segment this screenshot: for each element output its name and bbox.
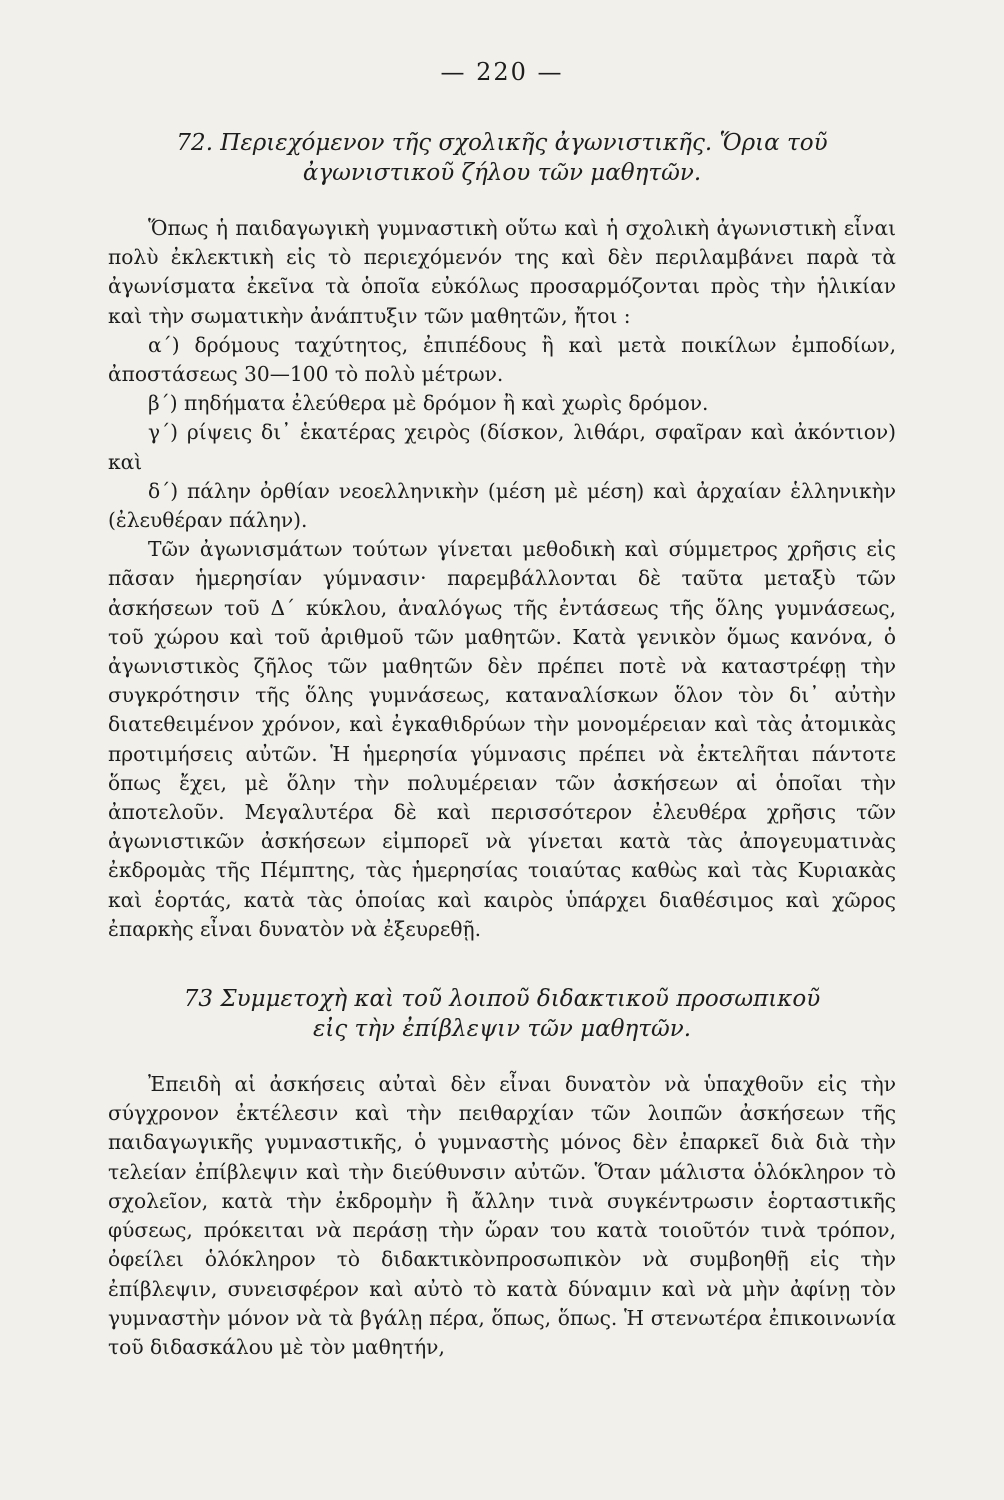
section-73-title-line-1: 73 Συμμετοχὴ καὶ τοῦ λοιποῦ διδακτικοῦ προσωπικοῦ (183, 986, 821, 1013)
section-73-body: Ἐπειδὴ αἱ ἀσκήσεις αὐταὶ δὲν εἶναι δυνατὸν νὰ ὑπαχθοῦν εἰς τὴν σύγχρονον ἐκτέλεσιν καὶ τὴν πειθαρχίαν τῶν λοιπῶν ἀσκήσεων τῆς παιδαγωγικῆς γυμναστικῆς, ὁ γυμναστὴς μόνος δὲν ἐπαρκεῖ διὰ διὰ τὴν τελείαν ἐπίβλεψιν καὶ τὴν διεύθυνσιν αὐτῶν. Ὅταν μάλιστα ὁλόκληρον τὸ σχολεῖον, κατὰ τὴν ἐκδρομὴν ἢ ἄλλην τινὰ συγκέντρωσιν ἑορταστικῆς φύσεως, πρόκειται νὰ περάσῃ τὴν ὥραν του κατὰ τοιοῦτόν τινὰ τρόπον, ὀφείλει ὁλόκληρον τὸ διδακτικὸνπροσωπικὸν νὰ συμβοηθῇ εἰς τὴν ἐπίβλεψιν, συνεισφέρον καὶ αὐτὸ τὸ κατὰ δύναμιν καὶ νὰ μὴν ἀφίνῃ τὸν γυμναστὴν μόνον νὰ τὰ βγάλῃ πέρα, ὅπως, ὅπως. Ἡ στενωτέρα ἐπικοινωνία τοῦ διδασκάλου μὲ τὸν μαθητήν, (108, 1072, 896, 1359)
section-72-title (108, 128, 896, 188)
section-72-title-line-2: ἀγωνιστικοῦ ζήλου τῶν μαθητῶν. (302, 160, 702, 186)
list-item-b: β΄) πηδήματα ἐλεύθερα μὲ δρόμον ἢ καὶ χωρὶς δρόμον. (148, 391, 709, 416)
list-item-a: α΄) δρόμους ταχύτητος, ἐπιπέδους ἢ καὶ μετὰ ποικίλων ἐμποδίων, ἀποστάσεως 30—100 τὸ πολὺ μέτρων. (108, 332, 896, 387)
section-73-title-line-2: εἰς τὴν ἐπίβλεψιν τῶν μαθητῶν. (312, 1016, 692, 1043)
section-73-title (108, 984, 896, 1044)
list-item-c: γ΄) ρίψεις δι᾽ ἑκατέρας χειρὸς (δίσκον, λιθάρι, σφαῖραν καὶ ἀκόντιον) καὶ (108, 420, 896, 474)
page-number: — 220 — (440, 58, 564, 86)
list-item-d: δ΄) πάλην ὀρθίαν νεοελληνικὴν (μέση μὲ μέση) καὶ ἀρχαίαν ἑλληνικὴν (ἐλευθέραν πάλην). (108, 478, 896, 533)
section-72-intro: Ὅπως ἡ παιδαγωγικὴ γυμναστικὴ οὕτω καὶ ἡ σχολικὴ ἀγωνιστικὴ εἶναι πολὺ ἐκλεκτικὴ εἰς τὸ περιεχόμενόν της καὶ δὲν περιλαμβάνει παρὰ τὰ ἀγωνίσματα ἐκεῖνα τὰ ὁποῖα εὐκόλως προσαρμόζονται πρὸς τὴν ἡλικίαν καὶ τὴν σωματικὴν ἀνάπτυξιν τῶν μαθητῶν, ἤτοι : (108, 216, 896, 328)
section-72-body: Τῶν ἀγωνισμάτων τούτων γίνεται μεθοδικὴ καὶ σύμμετρος χρῆσις εἰς πᾶσαν ἡμερησίαν γύμνασιν· παρεμβάλλονται δὲ ταῦτα μεταξὺ τῶν ἀσκήσεων τοῦ Δ΄ κύκλου, ἀναλόγως τῆς ἐντάσεως τῆς ὅλης γυμνάσεως, τοῦ χώρου καὶ τοῦ ἀριθμοῦ τῶν μαθητῶν. Κατὰ γενικὸν ὅμως κανόνα, ὁ ἀγωνιστικὸς ζῆλος τῶν μαθητῶν δὲν πρέπει ποτὲ νὰ καταστρέφῃ τὴν συγκρότησιν τῆς ὅλης γυμνάσεως, καταναλίσκων ὅλον τὸν δι᾽ αὐτὴν διατεθειμένον χρόνον, καὶ ἐγκαθιδρύων τὴν μονομέρειαν καὶ τὰς ἀτομικὰς προτιμήσεις αὐτῶν. Ἡ ἡμερησία γύμνασις πρέπει νὰ ἐκτελῆται πάντοτε ὅπως ἔχει, μὲ ὅλην τὴν πολυμέρειαν τῶν ἀσκήσεων αἱ ὁποῖαι τὴν ἀποτελοῦν. Μεγαλυτέρα δὲ καὶ περισσότερον ἐλευθέρα χρῆσις τῶν ἀγωνιστικῶν ἀσκήσεων εἰμπορεῖ νὰ γίνεται κατὰ τὰς ἀπογευματινὰς ἐκδρομὰς τῆς Πέμπτης, τὰς ἡμερησίας τοιαύτας καθὼς καὶ τὰς Κυριακὰς καὶ ἑορτάς, κατὰ τὰς ὁποίας καὶ καιρὸς ὑπάρχει διαθέσιμος καὶ χῶρος ἐπαρκὴς εἶναι δυνατὸν νὰ ἐξευρεθῇ. (108, 537, 896, 941)
section-72-title-line-1: 72. Περιεχόμενον τῆς σχολικῆς ἀγωνιστικῆς. Ὅρια τοῦ (176, 130, 828, 156)
section-spacer (108, 944, 896, 984)
